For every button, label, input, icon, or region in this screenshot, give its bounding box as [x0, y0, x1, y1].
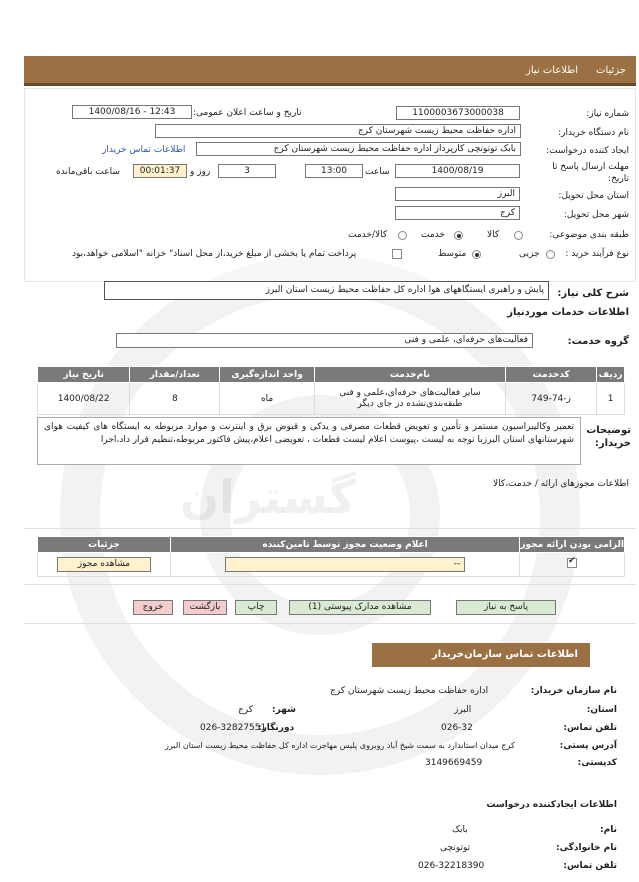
contact-org-label: نام سازمان خریدار:: [530, 686, 617, 696]
permits-table: [37, 536, 625, 577]
exit-button[interactable]: خروج: [133, 600, 173, 615]
col-permit-details: جزئیات: [38, 537, 171, 553]
announce-date-label: تاریخ و ساعت اعلان عمومی:: [193, 108, 302, 118]
deadline-time-label: ساعت: [365, 167, 390, 177]
deadline-label: مهلت ارسال پاسخ تا تاریخ:: [552, 162, 629, 184]
permits-title: اطلاعات مجوزهای ارائه / خدمت،کالا: [493, 479, 629, 489]
permit-status-field: --: [225, 557, 465, 572]
contact-city-value: کرج: [238, 705, 254, 715]
creator-phone-value: 026-32218390: [418, 861, 485, 871]
contact-address-value: کرج میدان استاندارد به سمت شیخ آباد روبروی پلیس مهاجرت اداره کل حفاظت محیط زیست استان البرز: [165, 741, 515, 750]
reply-button[interactable]: پاسخ به نیاز: [456, 600, 556, 615]
process-medium-label: متوسط: [438, 249, 467, 259]
table-row: [38, 383, 625, 415]
cell-need-date: 1400/08/22: [38, 383, 130, 415]
deadline-date-field: 1400/08/19: [395, 164, 520, 178]
creator-lastname-value: توتونچی: [440, 843, 471, 853]
col-unit: واحد اندازه‌گیری: [220, 367, 314, 383]
separator-actions-top: [24, 584, 636, 585]
view-permit-button[interactable]: مشاهده مجوز: [57, 557, 151, 572]
buyer-contact-header: اطلاعات تماس سازمان‌خریدار: [372, 643, 590, 667]
category-goods-service-radio[interactable]: [398, 231, 407, 240]
col-quantity: تعداد/مقدار: [130, 367, 220, 383]
remaining-time-label: ساعت باقی‌مانده: [56, 167, 120, 177]
creator-field: بابک توتونچی کارپرداز اداره حفاظت محیط زیست شهرستان کرج: [196, 142, 521, 156]
creator-name-value: بابک: [452, 825, 468, 835]
need-number-field: 1100003673000038: [396, 106, 520, 120]
summary-field: پایش و راهبری ایستگاههای هوا اداره کل حفاظت محیط زیست استان البرز: [104, 281, 549, 300]
deadline-time-field: 13:00: [305, 164, 363, 178]
creator-info-title: اطلاعات ایجادکننده درخواست: [486, 800, 617, 810]
cell-permit-details: [38, 553, 171, 577]
col-permit-required: الزامی بودن ارائه مجوز: [520, 537, 625, 553]
remaining-time-field: 00:01:37: [133, 164, 187, 178]
creator-label: ایجاد کننده درخواست:: [546, 146, 629, 156]
contact-province-value: البرز: [454, 705, 472, 715]
buyer-notes-box: تعمیر وکالیبراسیون مستمر و تأمین و تعویض قطعات مصرفی و یدکی و قبوض برق و اینترنت و موارد مربوطه به ایستگاه های کیفیت هوای شهرستانهای استان البرزبا توجه به لیست ،پیوست اعلام لیست قطعات ، تعویضی اعلام،پیش فاکتور مربوطه،تنظیم قرار داد،اجرا: [37, 417, 581, 465]
watermark-text: گستران: [180, 470, 356, 524]
delivery-city-field: کرج: [395, 206, 520, 220]
service-group-label: گروه خدمت:: [567, 336, 629, 347]
col-service-code: کدخدمت: [506, 367, 597, 383]
treasury-payment-note: پرداخت تمام یا بخشی از مبلغ خرید،از محل اسناد" خزانه "اسلامی خواهد،بود: [72, 249, 357, 259]
process-partial-radio[interactable]: [546, 250, 555, 259]
contact-postal-value: 3149669459: [425, 758, 483, 768]
separator-actions-bottom: [24, 623, 636, 624]
cell-permit-status: [170, 553, 520, 577]
contact-fax-label: دورنگار:: [258, 723, 295, 733]
contact-address-label: آدرس پستی:: [559, 741, 617, 751]
category-label: طبقه بندی موضوعی:: [549, 230, 629, 240]
delivery-city-label: شهر محل تحویل:: [563, 210, 629, 220]
tab-details[interactable]: جزئیات: [596, 65, 626, 76]
process-type-label: نوع فرآیند خرید :: [565, 249, 629, 259]
buyer-org-label: نام دستگاه خریدار:: [558, 128, 629, 138]
category-service-radio[interactable]: [454, 231, 463, 240]
col-permit-status: اعلام وضعیت مجوز توسط تامین‌کننده: [170, 537, 520, 553]
need-number-label: شماره نیاز:: [586, 109, 629, 119]
treasury-payment-checkbox[interactable]: [392, 249, 402, 259]
creator-phone-label: تلفن تماس:: [563, 861, 617, 871]
creator-lastname-label: نام خانوادگی:: [555, 843, 617, 853]
contact-city-label: شهر:: [272, 705, 296, 715]
services-title: اطلاعات خدمات موردنیاز: [507, 307, 629, 318]
col-service-name: نام‌خدمت: [314, 367, 505, 383]
summary-label: شرح کلی نیاز:: [557, 288, 629, 299]
days-label: روز و: [190, 167, 211, 177]
cell-service-name: سایر فعالیت‌های حرفه‌ای،علمی و فنی طبقه‌بندی‌نشده در جای دیگر: [314, 383, 505, 415]
cell-unit: ماه: [220, 383, 314, 415]
contact-province-label: استان:: [586, 705, 617, 715]
separator-permits: [24, 528, 636, 529]
contact-phone-label: تلفن تماس:: [563, 723, 617, 733]
col-row: ردیف: [597, 367, 625, 383]
cell-row: 1: [597, 383, 625, 415]
contact-org-value: اداره حفاظت محیط زیست شهرستان کرج: [330, 686, 489, 696]
cell-quantity: 8: [130, 383, 220, 415]
print-button[interactable]: چاپ: [235, 600, 277, 615]
category-goods-label: کالا: [487, 230, 500, 240]
buyer-notes-label: توضیحات خریدار:: [586, 425, 631, 449]
table-row: [38, 553, 625, 577]
creator-name-label: نام:: [600, 825, 617, 835]
category-goods-service-label: کالا/خدمت: [348, 230, 388, 240]
back-button[interactable]: بازگشت: [183, 600, 227, 615]
view-documents-button[interactable]: مشاهده مدارک پیوستی (1): [289, 600, 431, 615]
delivery-province-field: البرز: [395, 187, 520, 201]
contact-phone-value: 026-32: [441, 723, 473, 733]
category-service-label: خدمت: [421, 230, 445, 240]
buyer-contact-link[interactable]: اطلاعات تماس خریدار: [102, 145, 186, 155]
cell-permit-required: [520, 553, 625, 577]
category-goods-radio[interactable]: [514, 231, 523, 240]
col-need-date: تاریخ نیاز: [38, 367, 130, 383]
permit-required-checkbox: [567, 558, 577, 568]
remaining-days-field: 3: [218, 164, 276, 178]
announce-date-field: 1400/08/16 - 12:43: [72, 105, 192, 119]
service-group-field: فعالیت‌های حرفه‌ای، علمی و فنی: [116, 333, 533, 348]
delivery-province-label: استان محل تحویل:: [558, 191, 629, 201]
process-partial-label: جزیی: [519, 249, 540, 259]
process-medium-radio[interactable]: [472, 250, 481, 259]
services-table: [37, 366, 625, 415]
page-header: [24, 56, 636, 86]
cell-service-code: ز-74-749: [506, 383, 597, 415]
tab-need-info[interactable]: اطلاعات نیاز: [526, 65, 578, 76]
contact-postal-label: کدپستی:: [577, 758, 617, 768]
contact-fax-value: 026-32827551: [200, 723, 267, 733]
buyer-org-field: اداره حفاظت محیط زیست شهرستان کرج: [155, 124, 521, 138]
